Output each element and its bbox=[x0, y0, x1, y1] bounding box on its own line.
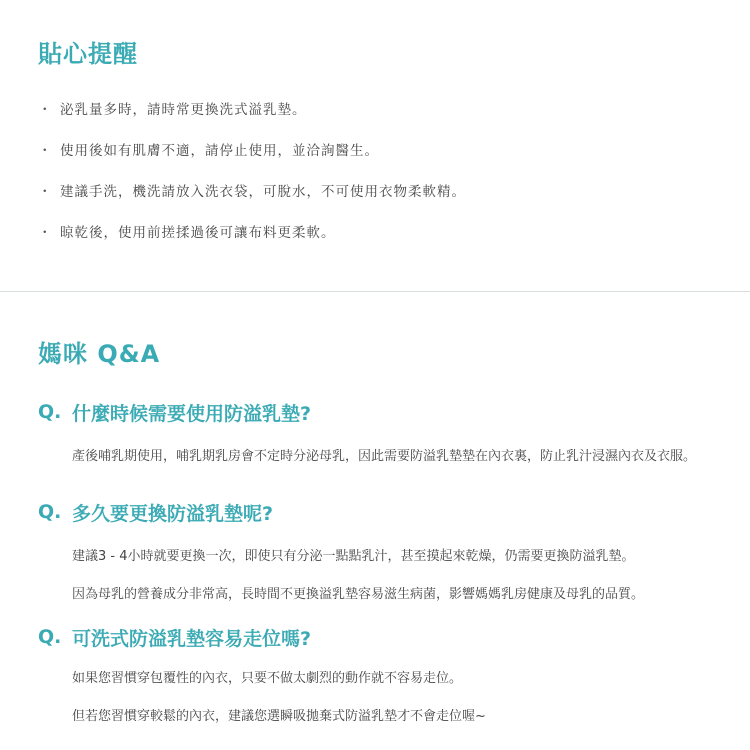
qa-item bbox=[38, 498, 738, 609]
tips-section-title: 貼心提醒 bbox=[38, 40, 138, 68]
section-divider bbox=[0, 291, 750, 292]
answer-text: 如果您習慣穿包覆性的內衣，只要不做太劇烈的動作就不容易走位。 bbox=[72, 671, 463, 686]
tip-item bbox=[38, 139, 466, 180]
answer-text: 因為母乳的營養成分非常高，長時間不更換溢乳墊容易滋生病菌，影響媽媽乳房健康及母乳的品質。 bbox=[72, 587, 645, 602]
question-text: 可洗式防溢乳墊容易走位嗎? bbox=[72, 627, 312, 650]
tip-text: 晾乾後，使用前搓揉過後可讓布料更柔軟。 bbox=[60, 225, 336, 241]
question-text: 什麼時候需要使用防溢乳墊? bbox=[72, 402, 312, 425]
tip-item bbox=[38, 98, 466, 139]
qa-section-title: 媽咪 Q&A bbox=[38, 340, 161, 368]
bullet-icon: ・ bbox=[38, 225, 53, 241]
bullet-icon: ・ bbox=[38, 184, 53, 200]
tip-text: 泌乳量多時，請時常更換洗式溢乳墊。 bbox=[60, 102, 307, 118]
answer-text: 產後哺乳期使用，哺乳期乳房會不定時分泌母乳，因此需要防溢乳墊墊在內衣裏，防止乳汁浸濕內衣及衣服。 bbox=[72, 449, 697, 464]
tip-item bbox=[38, 221, 466, 262]
qa-item bbox=[38, 398, 738, 471]
tip-text: 使用後如有肌膚不適，請停止使用，並洽詢醫生。 bbox=[60, 143, 379, 159]
answer-text: 建議3 - 4小時就要更換一次，即使只有分泌一點點乳汁，甚至摸起來乾燥，仍需要更換防溢乳墊。 bbox=[72, 549, 635, 564]
question bbox=[38, 398, 738, 426]
answer-text: 但若您習慣穿較鬆的內衣，建議您選瞬吸拋棄式防溢乳墊才不會走位喔~ bbox=[72, 709, 486, 724]
question-mark-label: Q. bbox=[38, 401, 62, 423]
question bbox=[38, 623, 738, 651]
question-mark-label: Q. bbox=[38, 501, 62, 523]
tip-item bbox=[38, 180, 466, 221]
qa-item bbox=[38, 623, 738, 731]
bullet-icon: ・ bbox=[38, 143, 53, 159]
question bbox=[38, 498, 738, 526]
bullet-icon: ・ bbox=[38, 102, 53, 118]
question-text: 多久要更換防溢乳墊呢? bbox=[72, 502, 274, 525]
tips-list bbox=[38, 98, 466, 262]
question-mark-label: Q. bbox=[38, 626, 62, 648]
tip-text: 建議手洗，機洗請放入洗衣袋，可脫水，不可使用衣物柔軟精。 bbox=[60, 184, 466, 200]
